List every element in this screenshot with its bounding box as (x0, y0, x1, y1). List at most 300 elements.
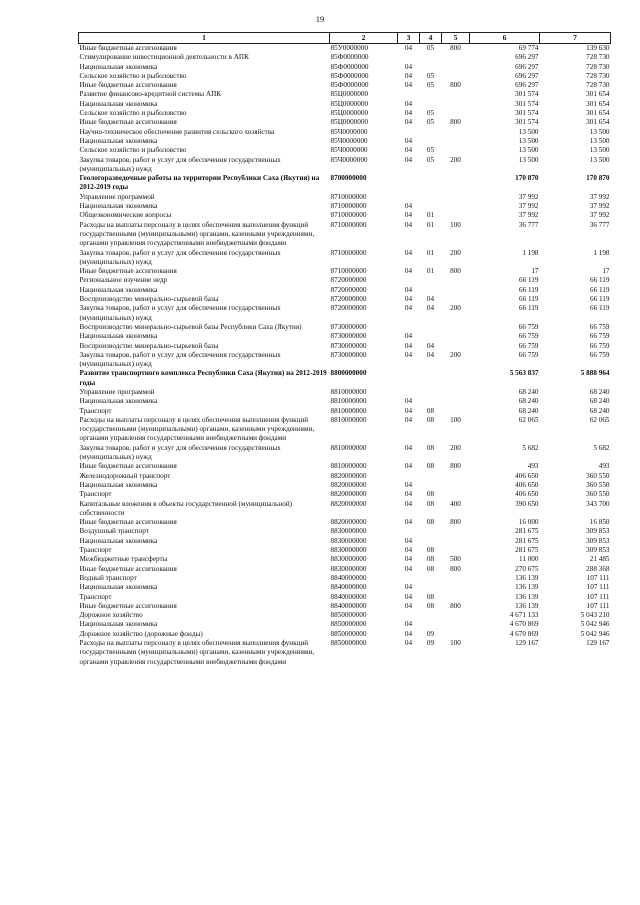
table-row (79, 100, 611, 109)
row-subsection-cell (420, 100, 442, 109)
row-code-cell: 85У0000000 (330, 44, 368, 52)
row-expense-type-cell (442, 527, 470, 536)
row-expense-type-cell (442, 53, 470, 62)
row-expense-type-cell (442, 620, 470, 629)
row-section-cell: 04 (404, 211, 413, 220)
row-name-cell: Геологоразведочные работы на территории Республики Саха (Якутия) на 2012-2019 годы (79, 174, 320, 192)
row-value-2018-cell: 66 759 (518, 332, 539, 341)
row-value-2019-cell: 728 730 (586, 53, 610, 62)
row-section-cell: 04 (404, 304, 413, 313)
row-expense-type-cell: 800 (450, 462, 461, 471)
row-code-cell: 8840000000 (330, 592, 367, 601)
row-code-cell: 8840000000 (330, 573, 367, 582)
row-subsection-cell (420, 202, 442, 211)
row-section-cell (398, 388, 420, 397)
row-name-cell: Закупка товаров, работ и услуг для обеспечения государственных (муниципальных) нужд (79, 248, 281, 266)
row-value-2019-cell: 107 111 (586, 583, 610, 592)
row-expense-type-cell: 400 (450, 499, 461, 508)
row-value-2018-cell: 406 650 (515, 480, 539, 489)
row-value-2019-cell: 1 198 (593, 248, 610, 257)
row-expense-type-cell: 800 (450, 564, 461, 573)
row-section-cell: 04 (404, 350, 413, 359)
table-row (79, 53, 611, 62)
row-subsection-cell (420, 276, 442, 285)
row-expense-type-cell (442, 546, 470, 555)
row-code-cell: 8720000000 (330, 285, 367, 294)
row-value-2018-cell: 66 759 (518, 350, 539, 359)
row-code-cell: 8810000000 (330, 387, 367, 396)
row-section-cell: 04 (404, 480, 413, 489)
table-row (79, 156, 611, 175)
row-value-2019-cell: 62 065 (589, 415, 610, 424)
row-value-2019-cell: 5 042 946 (580, 620, 610, 629)
row-code-cell: 8850000000 (330, 620, 367, 629)
row-section-cell: 04 (404, 332, 413, 341)
row-code-cell: 8840000000 (330, 583, 367, 592)
row-expense-type-cell (442, 611, 470, 620)
page-number: 19 (315, 14, 325, 24)
row-value-2018-cell: 136 139 (515, 583, 539, 592)
row-value-2018-cell: 129 167 (515, 639, 539, 647)
row-value-2019-cell: 309 853 (586, 536, 610, 545)
row-code-cell: 8820000000 (330, 480, 367, 489)
row-subsection-cell: 05 (426, 71, 435, 80)
row-value-2019-cell: 66 119 (590, 276, 610, 285)
row-section-cell: 04 (404, 555, 413, 564)
row-subsection-cell (420, 481, 442, 490)
row-section-cell: 04 (404, 341, 413, 350)
row-value-2019-cell: 66 759 (589, 322, 610, 331)
row-value-2018-cell: 66 119 (519, 295, 539, 304)
row-subsection-cell (420, 388, 442, 397)
row-code-cell: 8810000000 (330, 397, 367, 406)
row-subsection-cell: 05 (426, 81, 435, 90)
table-row (79, 276, 611, 285)
row-expense-type-cell: 200 (450, 248, 461, 257)
column-header: 2 (330, 33, 398, 44)
row-code-cell: 8810000000 (330, 462, 367, 471)
table-row (79, 518, 611, 527)
row-code-cell: 8810000000 (330, 443, 367, 452)
table-row (79, 295, 611, 304)
row-name-cell: Иные бюджетные ассигнования (79, 601, 177, 610)
table-row (79, 481, 611, 490)
row-expense-type-cell: 200 (450, 350, 461, 359)
row-value-2018-cell: 136 139 (515, 592, 539, 601)
row-subsection-cell: 08 (426, 546, 435, 555)
table-header-row (79, 33, 611, 44)
row-value-2019-cell: 5 042 946 (580, 629, 610, 638)
row-expense-type-cell (442, 72, 470, 81)
row-section-cell (398, 276, 420, 285)
table-row (79, 444, 611, 463)
table-row (79, 128, 611, 137)
row-subsection-cell (420, 527, 442, 536)
row-expense-type-cell: 100 (450, 639, 461, 647)
row-expense-type-cell (442, 137, 470, 146)
table-row (79, 397, 611, 406)
row-subsection-cell (420, 397, 442, 406)
row-section-cell: 04 (404, 518, 413, 527)
row-name-cell: Межбюджетные трансферты (79, 555, 168, 564)
row-code-cell: 8730000000 (330, 341, 367, 350)
row-value-2018-cell: 1 198 (522, 248, 539, 257)
row-code-cell: 8720000000 (330, 276, 367, 285)
row-name-cell: Расходы на выплаты персоналу в целях обеспечения выполнения функций государственными (муниципальными) органами, казенными учреждениями, органами управления государственными внебюджетными фондами (79, 639, 315, 666)
row-name-cell: Железнодорожный транспорт (79, 471, 171, 480)
row-subsection-cell (420, 574, 442, 583)
row-section-cell: 04 (404, 81, 413, 90)
row-section-cell (398, 574, 420, 583)
table-row (79, 286, 611, 295)
table-row (79, 249, 611, 268)
row-value-2019-cell: 37 992 (589, 211, 610, 220)
row-section-cell: 04 (404, 601, 413, 610)
row-value-2018-cell: 696 297 (515, 81, 539, 90)
row-name-cell: Иные бюджетные ассигнования (79, 518, 177, 527)
row-expense-type-cell (442, 109, 470, 118)
row-code-cell: 8830000000 (330, 546, 367, 555)
row-name-cell: Региональное изучение недр (79, 276, 168, 285)
row-value-2019-cell: 66 119 (590, 285, 610, 294)
row-name-cell: Иные бюджетные ассигнования (79, 564, 177, 573)
row-subsection-cell: 08 (426, 490, 435, 499)
row-value-2019-cell: 360 550 (586, 471, 610, 480)
row-value-2018-cell: 4 670 869 (509, 629, 539, 638)
row-code-cell: 8820000000 (330, 499, 367, 508)
table-row (79, 462, 611, 471)
row-value-2018-cell: 66 759 (518, 341, 539, 350)
row-subsection-cell (420, 90, 442, 99)
row-value-2018-cell: 301 574 (515, 118, 539, 127)
row-expense-type-cell: 100 (450, 415, 461, 424)
row-subsection-cell: 05 (426, 155, 435, 164)
row-value-2019-cell: 309 853 (586, 527, 610, 536)
row-value-2019-cell: 36 777 (589, 220, 610, 229)
row-code-cell: 8810000000 (330, 406, 367, 415)
row-subsection-cell (420, 583, 442, 592)
row-subsection-cell (420, 193, 442, 202)
row-expense-type-cell: 200 (450, 443, 461, 452)
row-value-2018-cell: 4 670 869 (509, 620, 539, 629)
row-value-2019-cell: 107 111 (586, 601, 610, 610)
row-subsection-cell: 08 (426, 564, 435, 573)
row-name-cell: Национальная экономика (79, 62, 158, 71)
row-expense-type-cell (442, 472, 470, 481)
table-row (79, 342, 611, 351)
table-row (79, 63, 611, 72)
row-section-cell: 04 (404, 202, 413, 211)
row-name-cell: Иные бюджетные ассигнования (79, 81, 177, 90)
row-value-2019-cell: 37 992 (589, 192, 610, 201)
row-name-cell: Национальная экономика (79, 397, 158, 406)
column-header: 6 (470, 33, 540, 44)
row-expense-type-cell: 800 (450, 81, 461, 90)
row-code-cell: 8850000000 (330, 611, 367, 620)
row-expense-type-cell (442, 323, 470, 332)
row-value-2019-cell: 309 853 (586, 546, 610, 555)
column-header: 5 (442, 33, 470, 44)
row-value-2018-cell: 66 119 (519, 276, 539, 285)
row-section-cell: 04 (404, 109, 413, 118)
row-section-cell (398, 193, 420, 202)
row-subsection-cell (420, 286, 442, 295)
row-code-cell: 85Ф0000000 (330, 62, 369, 71)
row-name-cell: Национальная экономика (79, 99, 158, 108)
table-row (79, 611, 611, 620)
row-code-cell: 8810000000 (330, 415, 367, 424)
row-section-cell: 04 (404, 136, 413, 145)
row-value-2019-cell: 37 992 (589, 202, 610, 211)
table-row (79, 416, 611, 444)
row-name-cell: Закупка товаров, работ и услуг для обеспечения государственных (муниципальных) нужд (79, 350, 281, 369)
row-code-cell: 8730000000 (330, 332, 367, 341)
table-row (79, 332, 611, 341)
row-value-2018-cell: 37 992 (518, 211, 539, 220)
row-value-2018-cell: 68 240 (518, 387, 539, 396)
row-code-cell: 8700000000 (330, 174, 367, 183)
row-expense-type-cell (442, 211, 470, 220)
row-value-2018-cell: 696 297 (515, 71, 539, 80)
row-expense-type-cell (442, 100, 470, 109)
table-row (79, 118, 611, 127)
row-section-cell (398, 323, 420, 332)
row-value-2018-cell: 62 065 (518, 415, 539, 424)
row-code-cell: 8830000000 (330, 536, 367, 545)
row-code-cell: 85Ф0000000 (330, 81, 369, 90)
row-section-cell: 04 (404, 44, 413, 52)
row-value-2018-cell: 696 297 (515, 62, 539, 71)
table-row (79, 565, 611, 574)
table-row (79, 81, 611, 90)
row-expense-type-cell (442, 90, 470, 99)
row-value-2019-cell: 493 (598, 462, 610, 471)
row-subsection-cell (420, 323, 442, 332)
row-subsection-cell: 01 (426, 267, 435, 276)
table-row (79, 639, 611, 667)
table-row (79, 546, 611, 555)
row-value-2018-cell: 493 (527, 462, 539, 471)
row-expense-type-cell: 100 (450, 220, 461, 229)
row-value-2018-cell: 390 650 (515, 499, 539, 508)
table-row (79, 472, 611, 481)
row-name-cell: Национальная экономика (79, 285, 158, 294)
row-value-2018-cell: 406 650 (515, 490, 539, 499)
table-row (79, 109, 611, 118)
row-value-2018-cell: 13 500 (518, 136, 539, 145)
table-row (79, 620, 611, 629)
row-expense-type-cell (442, 583, 470, 592)
row-code-cell: 8720000000 (330, 295, 367, 304)
row-code-cell: 8850000000 (330, 629, 367, 638)
row-expense-type-cell: 200 (450, 304, 461, 313)
row-section-cell: 04 (404, 639, 413, 647)
row-subsection-cell: 08 (426, 555, 435, 564)
table-row (79, 527, 611, 536)
row-name-cell: Транспорт (79, 546, 112, 555)
row-name-cell: Национальная экономика (79, 620, 158, 629)
row-name-cell: Транспорт (79, 406, 112, 415)
row-subsection-cell (420, 53, 442, 62)
row-expense-type-cell (442, 193, 470, 202)
row-value-2018-cell: 16 000 (518, 518, 539, 527)
row-value-2019-cell: 139 630 (586, 44, 610, 52)
row-value-2018-cell: 66 759 (518, 322, 539, 331)
row-value-2019-cell: 5 888 964 (580, 369, 610, 378)
table-row (79, 369, 611, 388)
row-name-cell: Воздушный транспорт (79, 527, 149, 536)
row-subsection-cell (420, 128, 442, 137)
row-section-cell: 04 (404, 397, 413, 406)
row-value-2019-cell: 68 240 (589, 397, 610, 406)
column-header: 1 (79, 33, 330, 44)
row-code-cell: 8830000000 (330, 527, 367, 536)
row-section-cell: 04 (404, 629, 413, 638)
row-value-2018-cell: 301 574 (515, 90, 539, 99)
row-subsection-cell (420, 537, 442, 546)
row-expense-type-cell: 200 (450, 155, 461, 164)
row-value-2019-cell: 66 759 (589, 341, 610, 350)
row-code-cell: 8820000000 (330, 518, 367, 527)
row-name-cell: Развитие транспортного комплекса Республики Саха (Якутия) на 2012-2019 годы (79, 369, 327, 387)
row-value-2019-cell: 107 111 (586, 592, 610, 601)
row-name-cell: Капитальные вложения в объекты государственной (муниципальной) собственности (79, 499, 293, 517)
row-name-cell: Расходы на выплаты персоналу в целях обеспечения выполнения функций государственными (муниципальными) органами, казенными учреждениями, органами управления государственными внебюджетными фондами (79, 415, 315, 443)
row-name-cell: Научно-техническое обеспечение развития сельского хозяйства (79, 127, 275, 136)
row-expense-type-cell (442, 63, 470, 72)
table-row (79, 555, 611, 564)
row-name-cell: Общеэкономические вопросы (79, 211, 172, 220)
row-value-2018-cell: 37 992 (518, 192, 539, 201)
row-name-cell: Воспроизводство минерально-сырьевой базы (79, 341, 219, 350)
row-subsection-cell: 08 (426, 592, 435, 601)
row-code-cell: 8720000000 (330, 304, 367, 313)
row-code-cell: 85Ч0000000 (330, 146, 368, 155)
row-section-cell (398, 128, 420, 137)
row-value-2018-cell: 406 650 (515, 471, 539, 480)
row-section-cell: 04 (404, 285, 413, 294)
row-code-cell: 8820000000 (330, 471, 367, 480)
row-subsection-cell (420, 137, 442, 146)
row-expense-type-cell (442, 295, 470, 304)
row-value-2019-cell: 17 (602, 267, 610, 276)
row-value-2018-cell: 66 119 (519, 304, 539, 313)
table-row (79, 146, 611, 155)
row-code-cell: 85Ф0000000 (330, 71, 369, 80)
row-value-2019-cell: 66 119 (590, 304, 610, 313)
table-row (79, 323, 611, 332)
row-subsection-cell: 08 (426, 415, 435, 424)
table-row (79, 593, 611, 602)
row-name-cell: Национальная экономика (79, 202, 158, 211)
row-subsection-cell: 01 (426, 220, 435, 229)
table-row (79, 211, 611, 220)
row-expense-type-cell (442, 342, 470, 351)
row-name-cell: Дорожное хозяйство (79, 611, 143, 620)
row-value-2019-cell: 107 111 (586, 573, 610, 582)
row-subsection-cell: 08 (426, 518, 435, 527)
table-row (79, 202, 611, 211)
row-name-cell: Водный транспорт (79, 573, 137, 582)
row-value-2019-cell: 13 500 (589, 127, 610, 136)
table-row (79, 537, 611, 546)
row-expense-type-cell (442, 128, 470, 137)
row-expense-type-cell (442, 537, 470, 546)
row-value-2018-cell: 5 563 837 (509, 369, 539, 378)
row-section-cell (398, 174, 420, 193)
row-name-cell: Сельское хозяйство и рыболовство (79, 146, 187, 155)
row-value-2019-cell: 13 500 (589, 146, 610, 155)
row-section-cell: 04 (404, 62, 413, 71)
row-value-2019-cell: 66 759 (589, 332, 610, 341)
row-value-2019-cell: 360 550 (586, 480, 610, 489)
row-value-2018-cell: 270 675 (515, 564, 539, 573)
row-value-2019-cell: 129 167 (586, 639, 610, 647)
table-row (79, 602, 611, 611)
row-section-cell: 04 (404, 536, 413, 545)
row-expense-type-cell (442, 407, 470, 416)
row-value-2019-cell: 301 654 (586, 90, 610, 99)
row-section-cell: 04 (404, 415, 413, 424)
row-expense-type-cell: 500 (450, 555, 461, 564)
table-row (79, 44, 611, 54)
row-expense-type-cell: 800 (450, 518, 461, 527)
table-row (79, 630, 611, 639)
row-section-cell: 04 (404, 462, 413, 471)
table-row (79, 174, 611, 193)
row-code-cell: 8830000000 (330, 564, 367, 573)
row-section-cell: 04 (404, 155, 413, 164)
row-expense-type-cell (442, 332, 470, 341)
row-value-2018-cell: 69 774 (518, 44, 539, 52)
row-name-cell: Иные бюджетные ассигнования (79, 118, 177, 127)
row-name-cell: Национальная экономика (79, 136, 158, 145)
row-code-cell: 85Ч0000000 (330, 127, 368, 136)
row-subsection-cell: 08 (426, 406, 435, 415)
row-subsection-cell: 09 (426, 639, 435, 647)
row-expense-type-cell: 800 (450, 601, 461, 610)
row-expense-type-cell (442, 286, 470, 295)
row-value-2019-cell: 13 500 (589, 155, 610, 164)
row-section-cell: 04 (404, 583, 413, 592)
row-code-cell: 8710000000 (330, 202, 367, 211)
table-row (79, 500, 611, 519)
row-expense-type-cell (442, 574, 470, 583)
row-subsection-cell (420, 472, 442, 481)
row-name-cell: Сельское хозяйство и рыболовство (79, 71, 187, 80)
row-code-cell: 85Ч0000000 (330, 155, 368, 164)
column-header: 7 (540, 33, 611, 44)
row-value-2018-cell: 136 139 (515, 573, 539, 582)
row-value-2018-cell: 37 992 (518, 202, 539, 211)
row-code-cell: 8710000000 (330, 267, 367, 276)
row-value-2019-cell: 13 500 (589, 136, 610, 145)
table-row (79, 90, 611, 99)
row-value-2019-cell: 728 730 (586, 81, 610, 90)
table-row (79, 351, 611, 370)
column-header: 3 (398, 33, 420, 44)
row-expense-type-cell (442, 630, 470, 639)
row-value-2018-cell: 66 119 (519, 285, 539, 294)
row-section-cell: 04 (404, 267, 413, 276)
row-subsection-cell (420, 620, 442, 629)
row-name-cell: Дорожное хозяйство (дорожные фонды) (79, 629, 203, 638)
row-expense-type-cell (442, 174, 470, 193)
row-subsection-cell: 04 (426, 350, 435, 359)
row-section-cell: 04 (404, 592, 413, 601)
table-row (79, 304, 611, 323)
row-name-cell: Транспорт (79, 592, 112, 601)
